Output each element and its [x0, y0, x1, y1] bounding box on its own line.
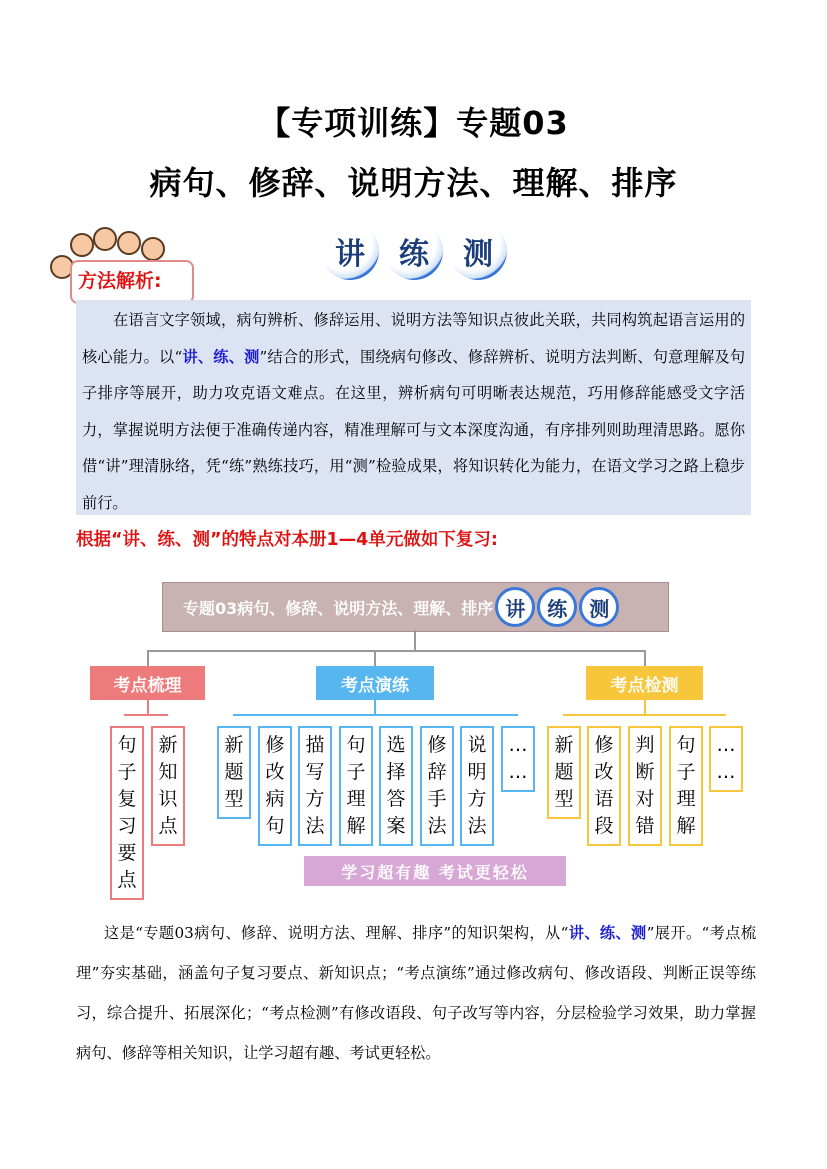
knowledge-diagram: [90, 572, 750, 892]
diagram-main-label: 专题03病句、修辞、说明方法、理解、排序: [183, 598, 494, 618]
connector: [563, 714, 726, 716]
category-test: 考点检测: [586, 666, 703, 700]
category-practice: 考点演练: [316, 666, 434, 700]
mini-badge-lian: 练: [537, 587, 577, 627]
leaf-practice-1: 新 题 型: [217, 726, 251, 819]
intro-text-2: ”结合的形式，围绕病句修改、修辞辨析、说明方法判断、句意理解及句子排序等展开，助力攻克语文难点。在这里，辨析病句可明晰表达规范，巧用修辞能感受文字活力，掌握说明方法便于准确传递内容，精准理解可与文本深度沟通，有序排列则助理清思路。愿你借“讲”理清脉络，凭“练”熟练技巧，用“测”检验成果，将知识转化为能力，在语文学习之路上稳步前行。: [82, 347, 746, 512]
leaf-practice-8: … …: [501, 726, 535, 792]
badge-ce: 测: [449, 222, 507, 280]
desc-text-1: 这是“专题03病句、修辞、说明方法、理解、排序”的知识架构，从“: [104, 924, 569, 942]
desc-text-2: ”展开。“考点梳理”夯实基础，涵盖句子复习要点、新知识点；“考点演练”通过修改病句、修改语段、判断正误等练习，综合提升、拓展深化；“考点检测”有修改语段、句子改写等内容，分层检验学习效果，助力掌握病句、修辞等相关知识，让学习超有趣、考试更轻松。: [76, 924, 757, 1062]
category-review: 考点梳理: [90, 666, 205, 700]
review-heading: 根据“讲、练、测”的特点对本册1—4单元做如下复习:: [76, 530, 498, 550]
page-subtitle: 病句、修辞、说明方法、理解、排序: [149, 164, 678, 202]
leaf-practice-6: 修 辞 手 法: [420, 726, 454, 846]
connector: [147, 700, 149, 714]
connector: [124, 714, 168, 716]
desc-highlight: 讲、练、测: [568, 924, 647, 942]
leaf-test-2: 修 改 语 段: [587, 726, 621, 846]
description-paragraph: [76, 913, 756, 1073]
leaf-review-2: 新 知 识 点: [151, 726, 185, 846]
mini-badge-jiang: 讲: [495, 587, 535, 627]
connector: [374, 700, 376, 714]
connector: [147, 650, 149, 666]
connector: [374, 650, 376, 666]
leaf-practice-7: 说 明 方 法: [460, 726, 494, 846]
leaf-practice-2: 修 改 病 句: [258, 726, 292, 846]
intro-box: [76, 300, 751, 515]
connector: [644, 700, 646, 714]
intro-highlight: 讲、练、测: [182, 347, 260, 366]
leaf-test-5: … …: [709, 726, 743, 792]
page-title: 【专项训练】专题03: [258, 104, 569, 142]
intro-text-1: 在语言文字领域，病句辨析、修辞运用、说明方法等知识点彼此关联，共同构筑起语言运用的核心能力。以“: [82, 311, 745, 366]
leaf-practice-4: 句 子 理 解: [339, 726, 373, 846]
connector: [147, 650, 645, 652]
connector: [233, 714, 518, 716]
description-block: [76, 913, 756, 1073]
connector: [414, 630, 416, 650]
badge-lian: 练: [385, 222, 443, 280]
leaf-test-4: 句 子 理 解: [669, 726, 703, 846]
leaf-test-3: 判 断 对 错: [628, 726, 662, 846]
leaf-test-1: 新 题 型: [547, 726, 581, 819]
slogan-banner: 学习超有趣 考试更轻松: [304, 856, 566, 886]
leaf-practice-5: 选 择 答 案: [379, 726, 413, 846]
leaf-review-1: 句 子 复 习 要 点: [110, 726, 144, 900]
leaf-practice-3: 描 写 方 法: [298, 726, 332, 846]
jiang-lian-ce-badges: [321, 222, 507, 282]
mini-badge-ce: 测: [579, 587, 619, 627]
badge-jiang: 讲: [321, 222, 379, 280]
diagram-main-box: [162, 582, 669, 632]
connector: [644, 650, 646, 666]
method-tag: 方法解析:: [78, 270, 162, 292]
intro-paragraph: [76, 300, 751, 524]
